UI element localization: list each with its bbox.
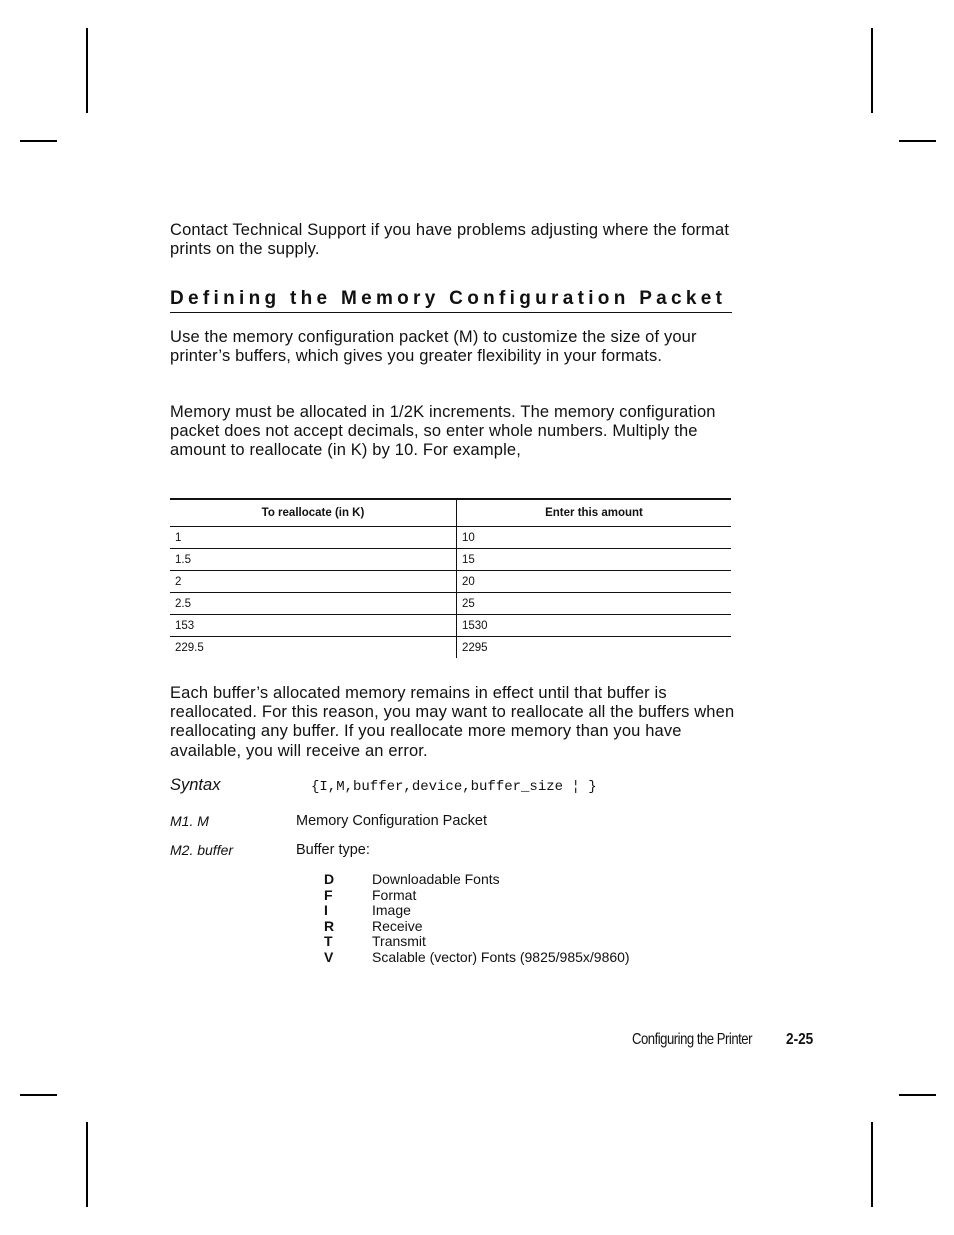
allocation-table bbox=[170, 498, 731, 658]
field-desc-m2: Buffer type: bbox=[296, 842, 370, 858]
table-cell: 229.5 bbox=[170, 637, 457, 659]
buffer-name: Receive bbox=[372, 917, 423, 934]
crop-mark bbox=[899, 1094, 936, 1096]
crop-mark bbox=[20, 1094, 57, 1096]
syntax-code: {I,M,buffer,device,buffer_size ¦ } bbox=[311, 779, 597, 795]
column-header: To reallocate (in K) bbox=[170, 499, 457, 527]
table-cell: 20 bbox=[457, 571, 732, 593]
table-row bbox=[170, 615, 731, 637]
table-cell: 2295 bbox=[462, 641, 488, 654]
buffer-name: Format bbox=[372, 886, 417, 903]
table-cell: 2.5 bbox=[170, 593, 457, 615]
buffer-name: Image bbox=[372, 902, 411, 919]
column-header: Enter this amount bbox=[457, 499, 732, 527]
table-cell: 2 bbox=[170, 571, 457, 593]
table-cell: 1530 bbox=[457, 615, 732, 637]
table-header-row bbox=[170, 499, 731, 527]
buffer-name: Downloadable Fonts bbox=[372, 871, 500, 887]
buffer-code: T bbox=[324, 933, 333, 950]
heading-rule bbox=[170, 312, 732, 313]
crop-mark bbox=[20, 140, 57, 142]
buffer-code: F bbox=[324, 886, 333, 903]
section-heading: Defining the Memory Configuration Packet bbox=[170, 288, 727, 309]
footer-chapter-title: Configuring the Printer bbox=[632, 1031, 752, 1048]
intro-paragraph: Contact Technical Support if you have problems adjusting where the format prints on the supply. bbox=[170, 221, 730, 259]
buffer-code: R bbox=[324, 917, 335, 934]
syntax-label: Syntax bbox=[170, 776, 221, 794]
crop-mark bbox=[86, 1122, 88, 1207]
table-row bbox=[170, 527, 731, 549]
table-cell: 25 bbox=[457, 593, 732, 615]
crop-mark bbox=[871, 1122, 873, 1207]
table-cell: 153 bbox=[170, 615, 457, 637]
crop-mark bbox=[899, 140, 936, 142]
buffer-code: V bbox=[324, 948, 334, 965]
table-cell: 1 bbox=[170, 527, 457, 549]
table-row bbox=[170, 549, 731, 571]
field-label-m2: M2. buffer bbox=[170, 842, 234, 858]
table-cell: 1.5 bbox=[170, 549, 457, 571]
field-desc-m1: Memory Configuration Packet bbox=[296, 813, 487, 829]
buffer-name: Transmit bbox=[372, 933, 426, 950]
table-cell: 15 bbox=[457, 549, 732, 571]
crop-mark bbox=[86, 28, 88, 113]
field-label-m1: M1. M bbox=[170, 813, 209, 829]
table-cell: 10 bbox=[457, 527, 732, 549]
page-number: 2-25 bbox=[786, 1031, 814, 1048]
buffer-code: I bbox=[324, 902, 328, 919]
crop-mark bbox=[871, 28, 873, 113]
table-row bbox=[170, 571, 731, 593]
table-row bbox=[170, 637, 731, 659]
table-row bbox=[170, 593, 731, 615]
paragraph-memory-packet: Use the memory configuration packet (M) to customize the size of your printer’s buffers, which gives you greater flexibility in your formats. bbox=[170, 328, 697, 366]
paragraph-buffer-effect: Each buffer’s allocated memory remains in effect until that buffer is reallocated. For this reason, you may want to reallocate all the buffers when reallocating any buffer. If you reallocate more memory than you have available, you will receive an error. bbox=[170, 684, 735, 760]
paragraph-allocation: Memory must be allocated in 1/2K increments. The memory configuration packet does not accept decimals, so enter whole numbers. Multiply the amount to reallocate (in K) by 10. For example, bbox=[170, 403, 716, 460]
buffer-code: D bbox=[324, 871, 335, 887]
buffer-name: Scalable (vector) Fonts (9825/985x/9860) bbox=[372, 948, 630, 965]
